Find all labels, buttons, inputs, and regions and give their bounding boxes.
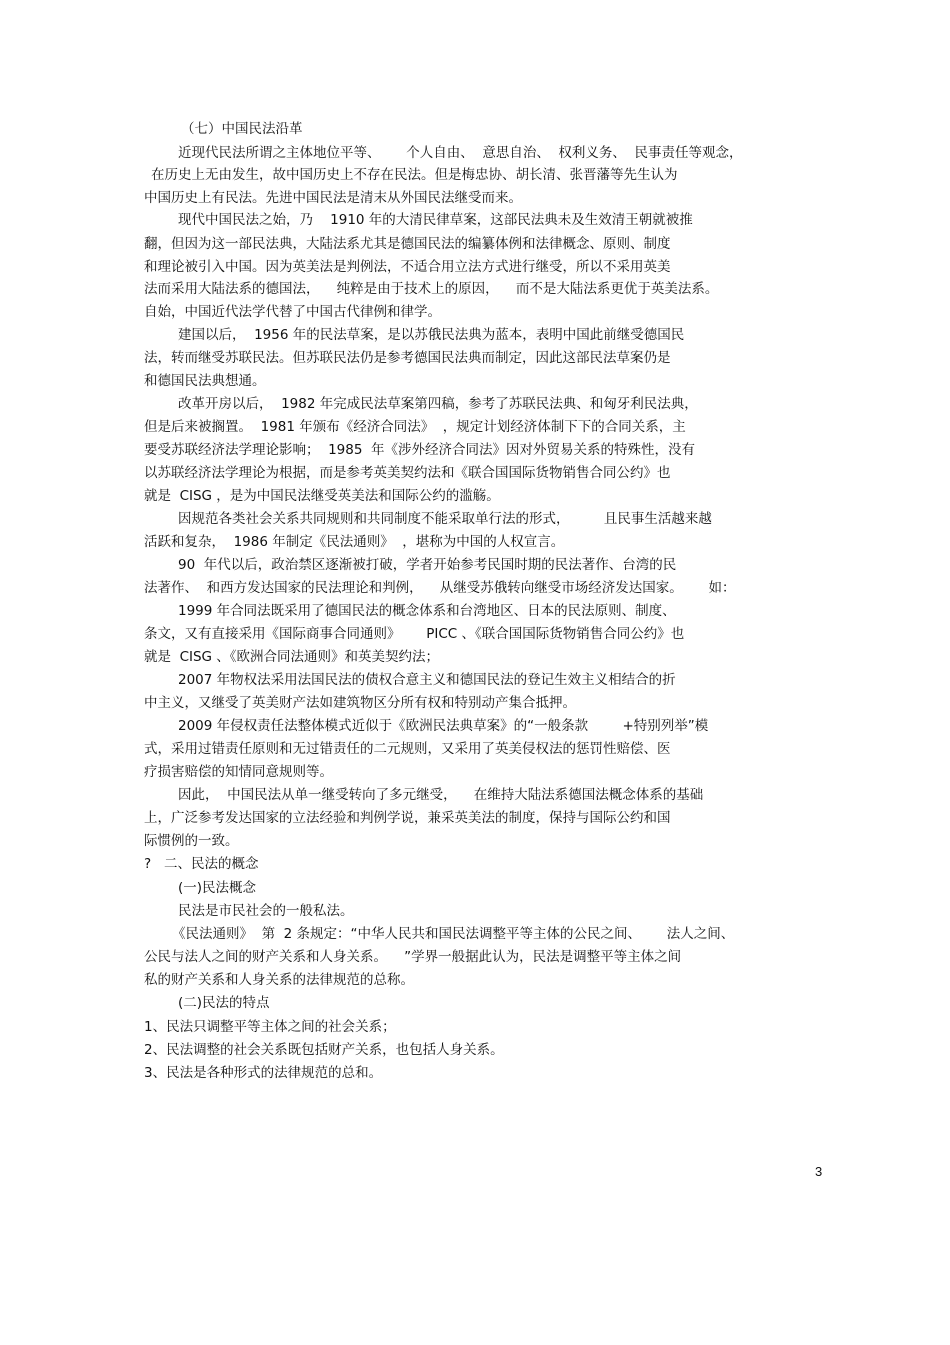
text-line: 要受苏联经济法学理论影响； 1985 年《涉外经济合同法》因对外贸易关系的特殊性，没有 — [144, 442, 696, 458]
text-line: 就是 CISG 、《欧洲合同法通则》和英美契约法； — [144, 649, 440, 665]
text-line: 2009 年侵权责任法整体模式近似于《欧洲民法典草案》的“一般条款 +特别列举”模 — [178, 718, 709, 734]
text-line: 翻，但因为这一部民法典，大陆法系尤其是德国民法的编纂体例和法律概念、原则、制度 — [144, 236, 671, 252]
text-line: 在历史上无由发生，故中国历史上不存在民法。但是梅忠协、胡长清、张晋藩等先生认为 — [151, 167, 678, 183]
text-line: 法著作、 和西方发达国家的民法理论和判例， 从继受苏俄转向继受市场经济发达国家。 如： — [144, 580, 736, 596]
text-line: 90 年代以后，政治禁区逐渐被打破，学者开始参考民国时期的民法著作、台湾的民 — [178, 557, 677, 573]
text-line: 改革开房以后， 1982 年完成民法草案第四稿，参考了苏联民法典、和匈牙利民法典， — [178, 396, 698, 412]
page-number: 3 — [815, 1164, 823, 1179]
text-line: （七）中国民法沿革 — [181, 121, 303, 137]
text-line: 2007 年物权法采用法国民法的债权合意主义和德国民法的登记生效主义相结合的折 — [178, 672, 676, 688]
text-line: 就是 CISG ，是为中国民法继受英美法和国际公约的滥觞。 — [144, 488, 500, 504]
text-line: 现代中国民法之始，乃 1910 年的大清民律草案，这部民法典未及生效清王朝就被推 — [178, 212, 693, 228]
text-line: 法，转而继受苏联民法。但苏联民法仍是参考德国民法典而制定，因此这部民法草案仍是 — [144, 350, 671, 366]
text-line: 但是后来被搁置。 1981 年颁布《经济合同法》 ，规定计划经济体制下下的合同关系，主 — [144, 419, 686, 435]
text-line: 疗损害赔偿的知情同意规则等。 — [144, 764, 333, 780]
text-line: 近现代民法所谓之主体地位平等、 个人自由、 意思自治、 权利义务、 民事责任等观念， — [178, 145, 743, 161]
text-line: 上，广泛参考发达国家的立法经验和判例学说，兼采英美法的制度，保持与国际公约和国 — [144, 810, 671, 826]
text-line: 因规范各类社会关系共同规则和共同制度不能采取单行法的形式， 且民事生活越来越 — [178, 511, 712, 527]
section-heading: ? 二、民法的概念 — [144, 856, 259, 872]
text-line: 法而采用大陆法系的德国法， 纯粹是由于技术上的原因， 而不是大陆法系更优于英美法系。 — [144, 281, 719, 297]
text-line: 1999 年合同法既采用了德国民法的概念体系和台湾地区、日本的民法原则、制度、 — [178, 603, 676, 619]
list-item: 1、民法只调整平等主体之间的社会关系； — [144, 1019, 396, 1035]
list-item: 3、民法是各种形式的法律规范的总和。 — [144, 1065, 383, 1081]
text-line: 以苏联经济法学理论为根据，而是参考英美契约法和《联合国国际货物销售合同公约》也 — [144, 465, 671, 481]
text-line: 条文，又有直接采用《国际商事合同通则》 PICC 、《联合国国际货物销售合同公约》也 — [144, 626, 685, 642]
text-line: 民法是市民社会的一般私法。 — [178, 903, 354, 919]
text-line: 《民法通则》 第 2 条规定：“中华人民共和国民法调整平等主体的公民之间、 法人之间、 — [172, 926, 735, 942]
text-line: 式，采用过错责任原则和无过错责任的二元规则，又采用了英美侵权法的惩罚性赔偿、医 — [144, 741, 671, 757]
text-line: 因此， 中国民法从单一继受转向了多元继受， 在维持大陆法系德国法概念体系的基础 — [178, 787, 704, 803]
text-line: 中国历史上有民法。先进中国民法是清末从外国民法继受而来。 — [144, 190, 522, 206]
text-line: 活跃和复杂， 1986 年制定《民法通则》 ，堪称为中国的人权宣言。 — [144, 534, 565, 550]
text-line: 公民与法人之间的财产关系和人身关系。 ”学界一般据此认为，民法是调整平等主体之间 — [144, 949, 682, 965]
text-line: 和理论被引入中国。因为英美法是判例法，不适合用立法方式进行继受，所以不采用英美 — [144, 259, 671, 275]
text-line: 和德国民法典想通。 — [144, 373, 266, 389]
text-line: 建国以后， 1956 年的民法草案，是以苏俄民法典为蓝本，表明中国此前继受德国民 — [178, 327, 685, 343]
text-line: 自始，中国近代法学代替了中国古代律例和律学。 — [144, 304, 441, 320]
subsection-heading: (一)民法概念 — [178, 880, 257, 896]
text-line: 中主义，又继受了英美财产法如建筑物区分所有权和特别动产集合抵押。 — [144, 695, 576, 711]
subsection-heading: (二)民法的特点 — [178, 995, 270, 1011]
list-item: 2、民法调整的社会关系既包括财产关系，也包括人身关系。 — [144, 1042, 504, 1058]
text-line: 私的财产关系和人身关系的法律规范的总称。 — [144, 972, 414, 988]
text-line: 际惯例的一致。 — [144, 833, 239, 849]
